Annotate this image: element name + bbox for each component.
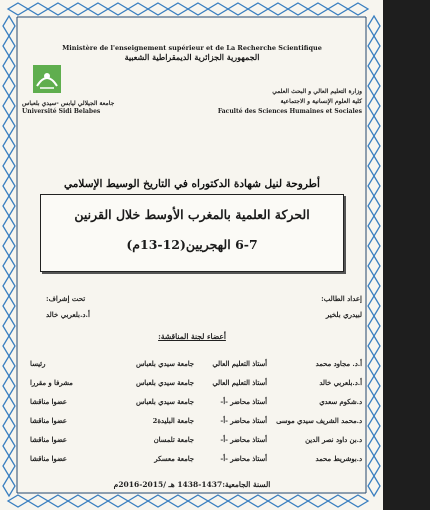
border-diamond xyxy=(368,36,380,56)
border-diamond xyxy=(348,495,368,507)
university-french: Université Sidi Belabes xyxy=(22,108,101,115)
border-diamond xyxy=(368,96,380,116)
border-diamond xyxy=(368,56,380,76)
border-diamond xyxy=(188,495,208,507)
committee-rank: أستاذ محاضر -أ- xyxy=(220,398,267,406)
border-diamond xyxy=(188,3,208,15)
committee-row xyxy=(22,360,362,374)
border-diamond xyxy=(48,3,68,15)
border-diamond xyxy=(348,3,368,15)
committee-role: رئيسا xyxy=(30,360,46,368)
border-diamond xyxy=(3,236,15,256)
border-diamond xyxy=(3,256,15,276)
border-diamond xyxy=(3,16,15,36)
student-name: لبيدري بلخير xyxy=(325,310,362,319)
ministry-arabic: الجمهورية الجزائرية الديمقراطية الشعبية xyxy=(124,52,260,62)
supervisor-label: تحت إشراف: xyxy=(46,294,86,303)
border-diamond xyxy=(208,495,228,507)
border-diamond xyxy=(328,3,348,15)
border-diamond xyxy=(368,436,380,456)
committee-label: أعضاء لجنة المناقشة: xyxy=(158,332,226,341)
committee-university: جامعة سيدي بلعباس xyxy=(135,379,194,387)
border-diamond xyxy=(328,495,348,507)
border-diamond xyxy=(3,316,15,336)
border-diamond xyxy=(368,116,380,136)
student-label: إعداد الطالب: xyxy=(321,294,362,303)
border-diamond xyxy=(368,456,380,476)
border-diamond xyxy=(3,336,15,356)
border-diamond xyxy=(3,136,15,156)
border-diamond xyxy=(368,196,380,216)
thesis-label: أطروحة لنيل شهادة الدكتوراه في التاريخ الوسيط الإسلامي xyxy=(64,178,320,190)
border-diamond xyxy=(288,495,308,507)
committee-name: د.محمد الشريف سيدي موسى xyxy=(276,417,362,425)
committee-name: د.بن داود نصر الدين xyxy=(305,436,362,444)
border-diamond xyxy=(108,495,128,507)
border-diamond xyxy=(8,3,28,15)
border-diamond xyxy=(3,376,15,396)
border-diamond xyxy=(368,176,380,196)
border-diamond xyxy=(368,136,380,156)
committee-role: عضوا مناقشا xyxy=(30,398,67,406)
university-arabic: جامعة الجيلالي ليابس -سيدي بلعباس xyxy=(22,100,115,107)
border-diamond xyxy=(3,396,15,416)
border-diamond xyxy=(48,495,68,507)
border-diamond xyxy=(148,3,168,15)
border-diamond xyxy=(3,436,15,456)
border-diamond xyxy=(108,3,128,15)
border-diamond xyxy=(88,495,108,507)
thesis-title-line2: 6-7 الهجريين(12-13م) xyxy=(126,237,258,252)
committee-row xyxy=(22,417,362,431)
border-diamond xyxy=(228,3,248,15)
border-diamond xyxy=(368,16,380,36)
committee-rank: أستاذ التعليم العالي xyxy=(212,379,267,387)
border-diamond xyxy=(368,76,380,96)
committee-name: أ.د.بلعربي خالد xyxy=(319,379,362,387)
committee-role: عضوا مناقشا xyxy=(30,417,67,425)
border-diamond xyxy=(368,376,380,396)
border-diamond xyxy=(268,3,288,15)
border-diamond xyxy=(368,276,380,296)
border-diamond xyxy=(8,495,28,507)
committee-university: جامعة سيدي بلعباس xyxy=(135,398,194,406)
border-diamond xyxy=(368,396,380,416)
academic-year: السنة الجامعية:1437-1438 هـ /2015-2016م xyxy=(113,480,271,489)
border-diamond xyxy=(248,3,268,15)
border-diamond xyxy=(308,3,328,15)
border-diamond xyxy=(3,476,15,496)
border-diamond xyxy=(3,356,15,376)
committee-role: عضوا مناقشا xyxy=(30,455,67,463)
committee-role: عضوا مناقشا xyxy=(30,436,67,444)
border-diamond xyxy=(28,3,48,15)
border-diamond xyxy=(368,416,380,436)
border-diamond xyxy=(228,495,248,507)
border-diamond xyxy=(248,495,268,507)
border-diamond xyxy=(268,495,288,507)
title-box xyxy=(40,194,344,272)
university-logo-icon xyxy=(32,64,62,94)
committee-rank: أستاذ محاضر -أ- xyxy=(220,455,267,463)
border-diamond xyxy=(68,495,88,507)
border-diamond xyxy=(3,296,15,316)
border-diamond xyxy=(128,3,148,15)
border-diamond xyxy=(3,176,15,196)
committee-university: جامعة البليدة2 xyxy=(152,417,194,425)
committee-university: جامعة تلمسان xyxy=(153,436,194,444)
border-diamond xyxy=(368,256,380,276)
border-diamond xyxy=(88,3,108,15)
border-diamond xyxy=(148,495,168,507)
border-diamond xyxy=(3,36,15,56)
border-diamond xyxy=(3,56,15,76)
background-margin xyxy=(382,0,430,510)
border-diamond xyxy=(368,156,380,176)
border-diamond xyxy=(368,296,380,316)
border-diamond xyxy=(3,276,15,296)
faculty-french: Faculté des Sciences Humaines et Sociales xyxy=(217,108,362,115)
border-diamond xyxy=(3,196,15,216)
committee-university: جامعة معسكر xyxy=(154,455,194,463)
border-diamond xyxy=(308,495,328,507)
border-diamond xyxy=(368,316,380,336)
committee-university: جامعة سيدي بلعباس xyxy=(135,360,194,368)
ministry-right-arabic: وزارة التعليم العالي و البحث العلمي xyxy=(272,88,362,95)
border-diamond xyxy=(368,356,380,376)
border-diamond xyxy=(128,495,148,507)
border-diamond xyxy=(368,476,380,496)
border-diamond xyxy=(368,336,380,356)
border-diamond xyxy=(68,3,88,15)
supervisor-name: أ.د.بلعربي خالد xyxy=(46,310,90,319)
committee-name: د.بوشريط محمد xyxy=(315,455,362,463)
border-diamond xyxy=(288,3,308,15)
committee-rank: أستاذ محاضر -أ- xyxy=(220,436,267,444)
border-diamond xyxy=(168,495,188,507)
committee-row xyxy=(22,436,362,450)
thesis-title-line1: الحركة العلمية بالمغرب الأوسط خلال القرنين xyxy=(74,207,310,222)
ministry-french: Ministère de l'enseignement supérieur et de La Recherche Scientifique xyxy=(62,44,322,52)
committee-name: أ.د. مجاود محمد xyxy=(315,360,362,368)
committee-rank: أستاذ التعليم العالي xyxy=(212,360,267,368)
border-diamond xyxy=(28,495,48,507)
border-diamond xyxy=(3,96,15,116)
border-diamond xyxy=(368,216,380,236)
border-diamond xyxy=(168,3,188,15)
committee-row xyxy=(22,455,362,469)
border-diamond xyxy=(208,3,228,15)
border-diamond xyxy=(3,116,15,136)
border-diamond xyxy=(3,456,15,476)
border-diamond xyxy=(3,416,15,436)
committee-role: مشرفا و مقررا xyxy=(30,379,73,387)
committee-row xyxy=(22,398,362,412)
committee-row xyxy=(22,379,362,393)
committee-name: د.شكوم سعدي xyxy=(319,398,362,406)
committee-rank: أستاذ محاضر -أ- xyxy=(220,417,267,425)
border-diamond xyxy=(368,236,380,256)
border-diamond xyxy=(3,76,15,96)
border-diamond xyxy=(3,156,15,176)
faculty-arabic: كلية العلوم الإنسانية و الاجتماعية xyxy=(280,98,362,105)
page-content xyxy=(22,22,362,490)
border-diamond xyxy=(3,216,15,236)
